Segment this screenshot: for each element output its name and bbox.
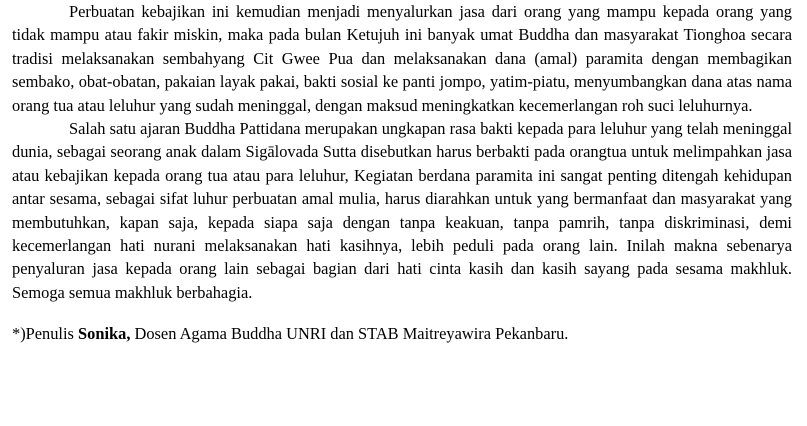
paragraph-gap bbox=[12, 304, 792, 322]
footnote-suffix: Dosen Agama Buddha UNRI dan STAB Maitreyawira Pekanbaru. bbox=[130, 324, 569, 344]
paragraph-pattidana: Salah satu ajaran Buddha Pattidana merupakan ungkapan rasa bakti kepada para leluhur yang telah meninggal dunia, sebagai seorang anak dalam Sigālovada Sutta disebutkan harus berbakti pada orangtua untuk melimpahkan jasa atau kebajikan kepada orang tua atau para leluhur, Kegiatan berdana paramita ini sangat penting ditengah kehidupan antar sesama, sebagai sifat luhur perbuatan amal mulia, harus diarahkan untuk yang bermanfaat dan masyarakat yang membutuhkan, kapan saja, kepada siapa saja dengan tanpa keakuan, tanpa pamrih, tanpa diskriminasi, demi kecemerlangan hati nurani melaksanakan hati kasihnya, lebih peduli pada orang lain. Inilah makna sebenarya penyaluran jasa kepada orang lain sebagai bagian dari hati cinta kasih dan kasih sayang pada sesama makhluk. Semoga semua makhluk berbahagia. bbox=[12, 119, 792, 302]
author-footnote bbox=[12, 322, 792, 345]
footnote-author: Sonika, bbox=[78, 324, 131, 344]
paragraph-merit-transfer: Perbuatan kebajikan ini kemudian menjadi menyalurkan jasa dari orang yang mampu kepada orang yang tidak mampu atau fakir miskin, maka pada bulan Ketujuh ini banyak umat Buddha dan masyarakat Tionghoa secara tradisi melaksanakan sembahyang Cit Gwee Pua dan melaksanakan dana (amal) paramita dengan membagikan sembako, obat-obatan, pakaian layak pakai, bakti sosial ke panti jompo, yatim-piatu, menyumbangkan dana atas nama orang tua atau leluhur yang sudah meninggal, dengan maksud meningkatkan kecemerlangan roh suci leluhurnya. bbox=[12, 2, 792, 115]
footnote-prefix: *)Penulis bbox=[12, 324, 79, 344]
document-page bbox=[12, 0, 792, 346]
